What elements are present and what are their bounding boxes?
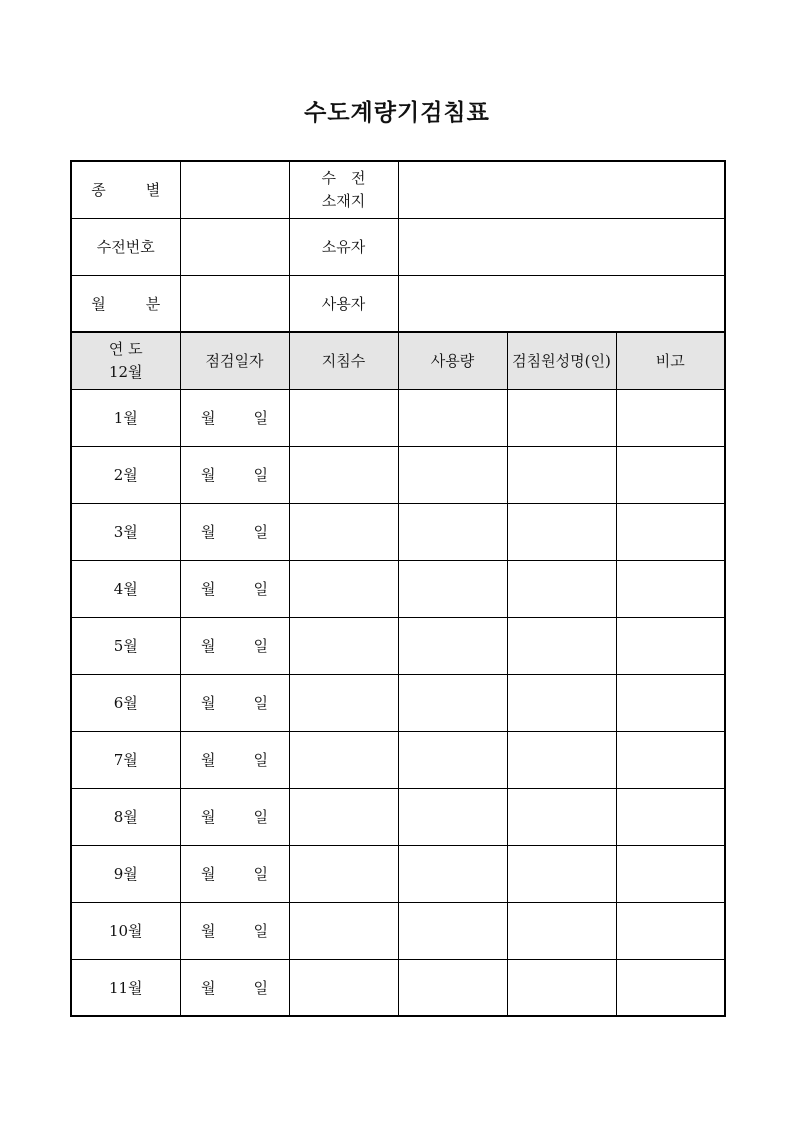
inspect-date-cell[interactable] — [180, 560, 289, 617]
reading-cell[interactable] — [289, 617, 398, 674]
year-header: 연 도 12월 — [71, 332, 180, 389]
inspect-date-cell[interactable] — [180, 788, 289, 845]
month-cell: 11월 — [71, 959, 180, 1016]
date-day-unit: 일 — [253, 751, 268, 769]
month-row — [71, 446, 725, 503]
month-label: 월 분 — [71, 275, 180, 332]
inspect-date-cell[interactable] — [180, 617, 289, 674]
usage-header: 사용량 — [398, 332, 507, 389]
info-row-meter — [71, 218, 725, 275]
inspector-cell[interactable] — [507, 731, 616, 788]
owner-value[interactable] — [398, 218, 725, 275]
usage-cell[interactable] — [398, 446, 507, 503]
inspector-cell[interactable] — [507, 446, 616, 503]
month-row — [71, 617, 725, 674]
inspect-date-cell[interactable] — [180, 731, 289, 788]
inspect-date-cell[interactable] — [180, 446, 289, 503]
reading-cell[interactable] — [289, 788, 398, 845]
usage-cell[interactable] — [398, 617, 507, 674]
meter-number-value[interactable] — [180, 218, 289, 275]
remarks-cell[interactable] — [616, 674, 725, 731]
date-month-unit: 월 — [201, 808, 216, 826]
date-month-unit: 월 — [201, 694, 216, 712]
date-day-unit: 일 — [253, 523, 268, 541]
month-row — [71, 560, 725, 617]
inspect-date-header: 점검일자 — [180, 332, 289, 389]
remarks-cell[interactable] — [616, 560, 725, 617]
date-day-unit: 일 — [253, 808, 268, 826]
reading-cell[interactable] — [289, 446, 398, 503]
inspector-cell[interactable] — [507, 788, 616, 845]
remarks-cell[interactable] — [616, 389, 725, 446]
usage-cell[interactable] — [398, 560, 507, 617]
owner-label: 소유자 — [289, 218, 398, 275]
date-day-unit: 일 — [253, 409, 268, 427]
kind-label: 종 별 — [71, 161, 180, 218]
reading-cell[interactable] — [289, 845, 398, 902]
usage-cell[interactable] — [398, 389, 507, 446]
usage-cell[interactable] — [398, 902, 507, 959]
date-month-unit: 월 — [201, 523, 216, 541]
reading-header: 지침수 — [289, 332, 398, 389]
meter-number-label: 수전번호 — [71, 218, 180, 275]
month-row — [71, 503, 725, 560]
inspector-cell[interactable] — [507, 560, 616, 617]
month-cell: 9월 — [71, 845, 180, 902]
date-month-unit: 월 — [201, 865, 216, 883]
date-day-unit: 일 — [253, 978, 268, 997]
month-cell: 3월 — [71, 503, 180, 560]
date-month-unit: 월 — [201, 409, 216, 427]
reading-cell[interactable] — [289, 902, 398, 959]
month-row — [71, 959, 725, 1016]
kind-value[interactable] — [180, 161, 289, 218]
date-month-unit: 월 — [201, 751, 216, 769]
month-value[interactable] — [180, 275, 289, 332]
document-title: 수도계량기검침표 — [304, 100, 490, 126]
usage-cell[interactable] — [398, 845, 507, 902]
inspect-date-cell[interactable] — [180, 959, 289, 1016]
inspector-cell[interactable] — [507, 617, 616, 674]
month-row — [71, 674, 725, 731]
month-row — [71, 845, 725, 902]
user-value[interactable] — [398, 275, 725, 332]
date-month-unit: 월 — [201, 637, 216, 655]
remarks-cell[interactable] — [616, 617, 725, 674]
remarks-cell[interactable] — [616, 788, 725, 845]
inspect-date-cell[interactable] — [180, 902, 289, 959]
date-day-unit: 일 — [253, 580, 268, 598]
usage-cell[interactable] — [398, 503, 507, 560]
usage-cell[interactable] — [398, 731, 507, 788]
month-cell: 5월 — [71, 617, 180, 674]
inspect-date-cell[interactable] — [180, 503, 289, 560]
month-row — [71, 788, 725, 845]
inspector-cell[interactable] — [507, 902, 616, 959]
date-month-unit: 월 — [201, 580, 216, 598]
reading-cell[interactable] — [289, 731, 398, 788]
date-day-unit: 일 — [253, 694, 268, 712]
month-cell: 10월 — [71, 902, 180, 959]
column-header-row — [71, 332, 725, 389]
date-day-unit: 일 — [253, 865, 268, 883]
inspect-date-cell[interactable] — [180, 845, 289, 902]
month-cell: 2월 — [71, 446, 180, 503]
usage-cell[interactable] — [398, 959, 507, 1016]
inspector-cell[interactable] — [507, 389, 616, 446]
month-row — [71, 731, 725, 788]
location-label: 수 전 소재지 — [289, 161, 398, 218]
month-cell: 7월 — [71, 731, 180, 788]
remarks-cell[interactable] — [616, 845, 725, 902]
user-label: 사용자 — [289, 275, 398, 332]
reading-cell[interactable] — [289, 560, 398, 617]
reading-cell[interactable] — [289, 959, 398, 1016]
inspector-cell[interactable] — [507, 959, 616, 1016]
month-row — [71, 389, 725, 446]
reading-cell[interactable] — [289, 674, 398, 731]
meter-inspection-table — [70, 160, 726, 1017]
remarks-header: 비고 — [616, 332, 725, 389]
remarks-cell[interactable] — [616, 446, 725, 503]
date-day-unit: 일 — [253, 637, 268, 655]
month-cell: 4월 — [71, 560, 180, 617]
date-month-unit: 월 — [201, 978, 216, 997]
remarks-cell[interactable] — [616, 902, 725, 959]
info-row-month — [71, 275, 725, 332]
date-month-unit: 월 — [201, 466, 216, 484]
remarks-cell[interactable] — [616, 731, 725, 788]
inspect-date-cell[interactable] — [180, 674, 289, 731]
inspect-date-cell[interactable] — [180, 389, 289, 446]
date-day-unit: 일 — [253, 466, 268, 484]
remarks-cell[interactable] — [616, 503, 725, 560]
month-cell: 6월 — [71, 674, 180, 731]
month-cell: 8월 — [71, 788, 180, 845]
date-month-unit: 월 — [201, 922, 216, 940]
info-row-kind — [71, 161, 725, 218]
remarks-cell[interactable] — [616, 959, 725, 1016]
inspector-cell[interactable] — [507, 503, 616, 560]
usage-cell[interactable] — [398, 674, 507, 731]
month-row — [71, 902, 725, 959]
inspector-header: 검침원성명(인) — [507, 332, 616, 389]
date-day-unit: 일 — [253, 922, 268, 940]
month-cell: 1월 — [71, 389, 180, 446]
inspector-cell[interactable] — [507, 674, 616, 731]
reading-cell[interactable] — [289, 389, 398, 446]
inspector-cell[interactable] — [507, 845, 616, 902]
reading-cell[interactable] — [289, 503, 398, 560]
usage-cell[interactable] — [398, 788, 507, 845]
location-value[interactable] — [398, 161, 725, 218]
